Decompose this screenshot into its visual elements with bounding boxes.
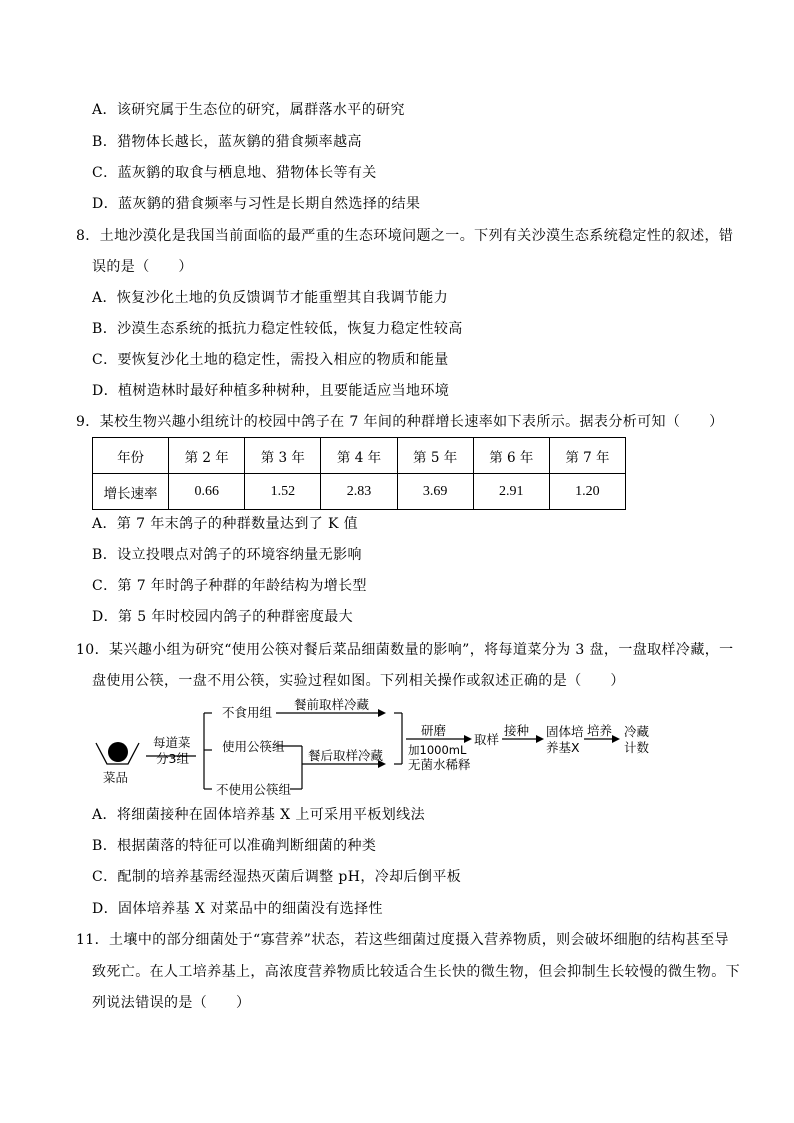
q10-option-d: D．固体培养基 X 对菜品中的细菌没有选择性 xyxy=(92,901,383,917)
growth-rate-table xyxy=(92,437,626,510)
post-meal-label: 餐后取样冷藏 xyxy=(308,748,384,763)
table-header-cell: 第 5 年 xyxy=(397,438,473,474)
count-label-line2: 计数 xyxy=(624,740,650,755)
q7-option-a: A．该研究属于生态位的研究，属群落水平的研究 xyxy=(92,102,405,118)
q8-option-c: C．要恢复沙化土地的稳定性，需投入相应的物质和能量 xyxy=(92,352,449,368)
group-public-chopsticks: 使用公筷组 xyxy=(222,739,285,754)
q8-option-b: B．沙漠生态系统的抵抗力稳定性较低，恢复力稳定性较高 xyxy=(92,321,463,337)
q9-option-a: A．第 7 年末鸽子的种群数量达到了 K 值 xyxy=(92,516,359,532)
table-row-label: 增长速率 xyxy=(93,474,169,510)
experiment-flow-diagram xyxy=(90,696,660,800)
dish-food-icon xyxy=(108,742,128,762)
table-row xyxy=(93,474,626,510)
table-cell: 1.52 xyxy=(245,474,321,510)
table-header-cell: 第 6 年 xyxy=(473,438,549,474)
table-header-row xyxy=(93,438,626,474)
dish-label: 菜品 xyxy=(103,770,129,785)
q9-option-c: C．第 7 年时鸽子种群的年龄结构为增长型 xyxy=(92,578,367,594)
group-no-public-chopsticks: 不使用公筷组 xyxy=(216,782,292,797)
split-label-line2: 分3组 xyxy=(156,751,189,766)
medium-label-line2: 养基X xyxy=(546,740,580,755)
group-no-eat: 不食用组 xyxy=(222,705,273,720)
table-header-cell: 第 4 年 xyxy=(321,438,397,474)
dilute-label-line1: 加1000mL xyxy=(408,743,467,757)
q8-option-a: A．恢复沙化土地的负反馈调节才能重塑其自我调节能力 xyxy=(92,290,449,306)
sample-label: 取样 xyxy=(474,732,500,747)
table-cell: 2.83 xyxy=(321,474,397,510)
table-header-cell: 第 7 年 xyxy=(549,438,625,474)
q7-option-c: C．蓝灰鹟的取食与栖息地、猎物体长等有关 xyxy=(92,165,377,181)
pre-meal-label: 餐前取样冷藏 xyxy=(294,697,370,712)
split-label-line1: 每道菜 xyxy=(153,735,191,750)
inoculate-label: 接种 xyxy=(504,723,530,738)
count-label-line1: 冷藏 xyxy=(624,724,650,739)
table-cell: 0.66 xyxy=(169,474,245,510)
q10-stem-line1: 10．某兴趣小组为研究“使用公筷对餐后菜品细菌数量的影响”，将每道菜分为 3 盘，一盘取样冷藏，一 xyxy=(76,642,734,658)
q9-stem: 9．某校生物兴趣小组统计的校园中鸽子在 7 年间的种群增长速率如下表所示。据表分析可知（ ） xyxy=(76,414,724,430)
q10-option-a: A．将细菌接种在固体培养基 X 上可采用平板划线法 xyxy=(92,807,425,823)
table-cell: 1.20 xyxy=(549,474,625,510)
grind-label: 研磨 xyxy=(421,723,447,738)
q11-stem-line3: 列说法错误的是（ ） xyxy=(92,995,251,1011)
q8-stem-line1: 8．土地沙漠化是我国当前面临的最严重的生态环境问题之一。下列有关沙漠生态系统稳定性的叙述，错 xyxy=(76,228,734,244)
table-header-cell: 第 2 年 xyxy=(169,438,245,474)
table-cell: 2.91 xyxy=(473,474,549,510)
q8-stem-line2: 误的是（ ） xyxy=(92,259,193,275)
table-header-cell: 第 3 年 xyxy=(245,438,321,474)
q9-option-d: D．第 5 年时校园内鸽子的种群密度最大 xyxy=(92,609,354,625)
q10-stem-line2: 盘使用公筷，一盘不用公筷，实验过程如图。下列相关操作或叙述正确的是（ ） xyxy=(92,673,625,689)
q8-option-d: D．植树造林时最好种植多种树种，且要能适应当地环境 xyxy=(92,383,450,399)
culture-label: 培养 xyxy=(587,723,613,738)
q10-option-c: C．配制的培养基需经湿热灭菌后调整 pH，冷却后倒平板 xyxy=(92,869,462,885)
q11-stem-line2: 致死亡。在人工培养基上，高浓度营养物质比较适合生长快的微生物，但会抑制生长较慢的微生物。下 xyxy=(92,964,740,980)
table-header-cell: 年份 xyxy=(93,438,169,474)
q10-option-b: B．根据菌落的特征可以准确判断细菌的种类 xyxy=(92,838,377,854)
q7-option-d: D．蓝灰鹟的猎食频率与习性是长期自然选择的结果 xyxy=(92,196,421,212)
q7-option-b: B．猎物体长越长，蓝灰鹟的猎食频率越高 xyxy=(92,134,362,150)
dilute-label-line2: 无菌水稀释 xyxy=(408,757,471,772)
table-cell: 3.69 xyxy=(397,474,473,510)
q9-option-b: B．设立投喂点对鸽子的环境容纳量无影响 xyxy=(92,547,362,563)
medium-label-line1: 固体培 xyxy=(546,724,584,739)
q11-stem-line1: 11．土壤中的部分细菌处于“寡营养”状态，若这些细菌过度摄入营养物质，则会破坏细胞的结构甚至导 xyxy=(76,932,729,948)
